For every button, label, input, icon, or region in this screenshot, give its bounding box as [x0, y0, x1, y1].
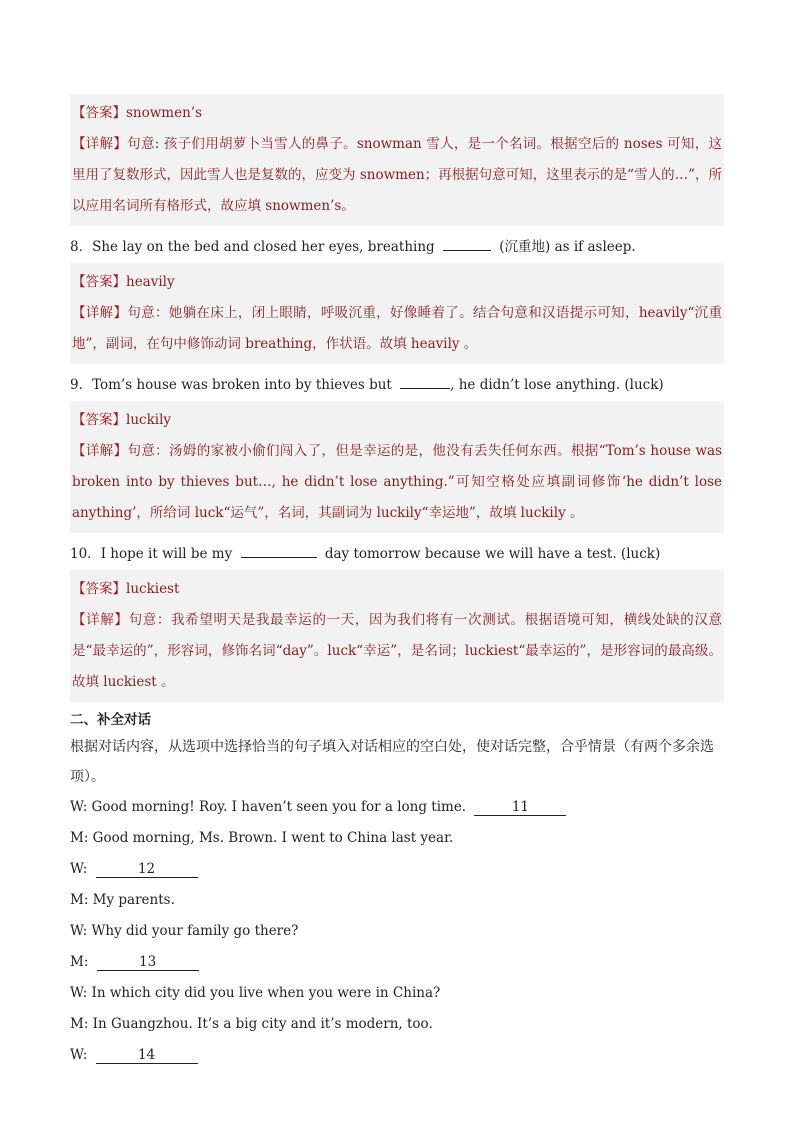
answer-blank[interactable] [443, 250, 491, 251]
question-9 [70, 370, 724, 401]
answer-text: luckiest [126, 581, 180, 597]
question-text-before: Tom’s house was broken into by thieves but [92, 377, 392, 393]
detail-tag: 【详解】 [72, 305, 128, 321]
answer-block-7 [70, 94, 724, 226]
dialog-text: W: In which city did you live when you were in China? [70, 985, 441, 1001]
dialog-text: M: In Guangzhou. It’s a big city and it’s modern, too. [70, 1016, 433, 1032]
answer-text: heavily [126, 274, 175, 290]
section-title: 二、补全对话 [70, 712, 151, 728]
detail-text: 句意：汤姆的家被小偷们闯入了，但是幸运的是，他没有丢失任何东西。根据“Tom’s house was broken into by thieves but…, he didn’t lose anything.”可知空格处应填副词修饰‘he didn’t lose anything’，所给词 luck“运气”，名词，其副词为 luckily“幸运地”，故填 luckily 。 [72, 443, 723, 521]
answer-text: luckily [126, 412, 172, 428]
dialog-text: W: [70, 1047, 88, 1063]
question-10 [70, 539, 724, 570]
document-page [70, 94, 724, 1071]
dialog-line [70, 854, 724, 885]
question-8 [70, 232, 724, 263]
answer-block-10 [70, 570, 724, 702]
dialog-blank[interactable] [96, 1047, 198, 1064]
dialog-line [70, 1009, 724, 1040]
dialog-text: M: My parents. [70, 892, 175, 908]
dialog-line [70, 947, 724, 978]
question-text-after: (沉重地) as if asleep. [499, 239, 636, 255]
blank-number: 13 [139, 954, 157, 970]
dialog-line [70, 978, 724, 1009]
dialog-blank[interactable] [97, 954, 199, 971]
answer-line [72, 98, 722, 129]
section-instruction: 根据对话内容，从选项中选择恰当的句子填入对话相应的空白处，使对话完整，合乎情景（有两个多余选项）。 [70, 739, 714, 785]
answer-block-8 [70, 263, 724, 364]
detail-paragraph [72, 129, 722, 222]
detail-text: 句意: 孩子们用胡萝卜当雪人的鼻子。snowman 雪人，是一个名词。根据空后的 noses 可知，这里用了复数形式，因此雪人也是复数的，应变为 snowmen；再根据句意可知，这里表示的是“雪人的…”，所以应用名词所有格形式，故应填 snowmen’s。 [72, 136, 723, 214]
detail-tag: 【详解】 [72, 443, 128, 459]
detail-text: 句意：我希望明天是我最幸运的一天，因为我们将有一次测试。根据语境可知，横线处缺的汉意是“最幸运的”，形容词，修饰名词“day”。luck“幸运”，是名词；luckiest“最幸运的”，是形容词的最高级。故填 luckiest 。 [72, 612, 722, 690]
detail-tag: 【详解】 [72, 612, 129, 628]
question-number: 8． [70, 239, 93, 255]
dialog-text: M: Good morning, Ms. Brown. I went to China last year. [70, 830, 454, 846]
dialog-blank[interactable] [96, 861, 198, 878]
dialog-blank[interactable] [474, 799, 566, 816]
question-text-after: day tomorrow because we will have a test. (luck) [324, 546, 661, 562]
dialog-line [70, 1040, 724, 1071]
question-text-before: She lay on the bed and closed her eyes, breathing [92, 239, 435, 255]
dialog-text: W: [70, 861, 88, 877]
blank-number: 11 [511, 799, 529, 815]
dialog-line [70, 823, 724, 854]
dialog-text: M: [70, 954, 89, 970]
dialog-line [70, 916, 724, 947]
answer-line [72, 267, 722, 298]
answer-blank[interactable] [241, 557, 317, 558]
detail-paragraph [72, 298, 722, 360]
answer-tag: 【答案】 [72, 581, 126, 597]
question-number: 10． [70, 546, 101, 562]
answer-tag: 【答案】 [72, 274, 126, 290]
answer-line [72, 574, 722, 605]
detail-text: 句意：她躺在床上，闭上眼睛，呼吸沉重，好像睡着了。结合句意和汉语提示可知，heavily“沉重地”，副词，在句中修饰动词 breathing，作状语。故填 heavily 。 [72, 305, 723, 352]
detail-paragraph [72, 436, 722, 529]
answer-text: snowmen’s [126, 105, 203, 121]
dialog [70, 792, 724, 1071]
blank-number: 14 [137, 1047, 156, 1063]
answer-line [72, 405, 722, 436]
dialog-text: W: Why did your family go there? [70, 923, 299, 939]
detail-paragraph [72, 605, 722, 698]
answer-tag: 【答案】 [72, 412, 126, 428]
question-number: 9． [70, 377, 93, 393]
answer-block-9 [70, 401, 724, 533]
question-text-after: , he didn’t lose anything. (luck) [450, 377, 664, 393]
dialog-text: W: Good morning! Roy. I haven’t seen you for a long time. [70, 799, 467, 815]
question-text-before: I hope it will be my [100, 546, 233, 562]
answer-blank[interactable] [400, 388, 450, 389]
answer-tag: 【答案】 [72, 105, 126, 121]
dialog-line [70, 792, 724, 823]
detail-tag: 【详解】 [72, 136, 128, 152]
blank-number: 12 [137, 861, 156, 877]
dialog-line [70, 885, 724, 916]
